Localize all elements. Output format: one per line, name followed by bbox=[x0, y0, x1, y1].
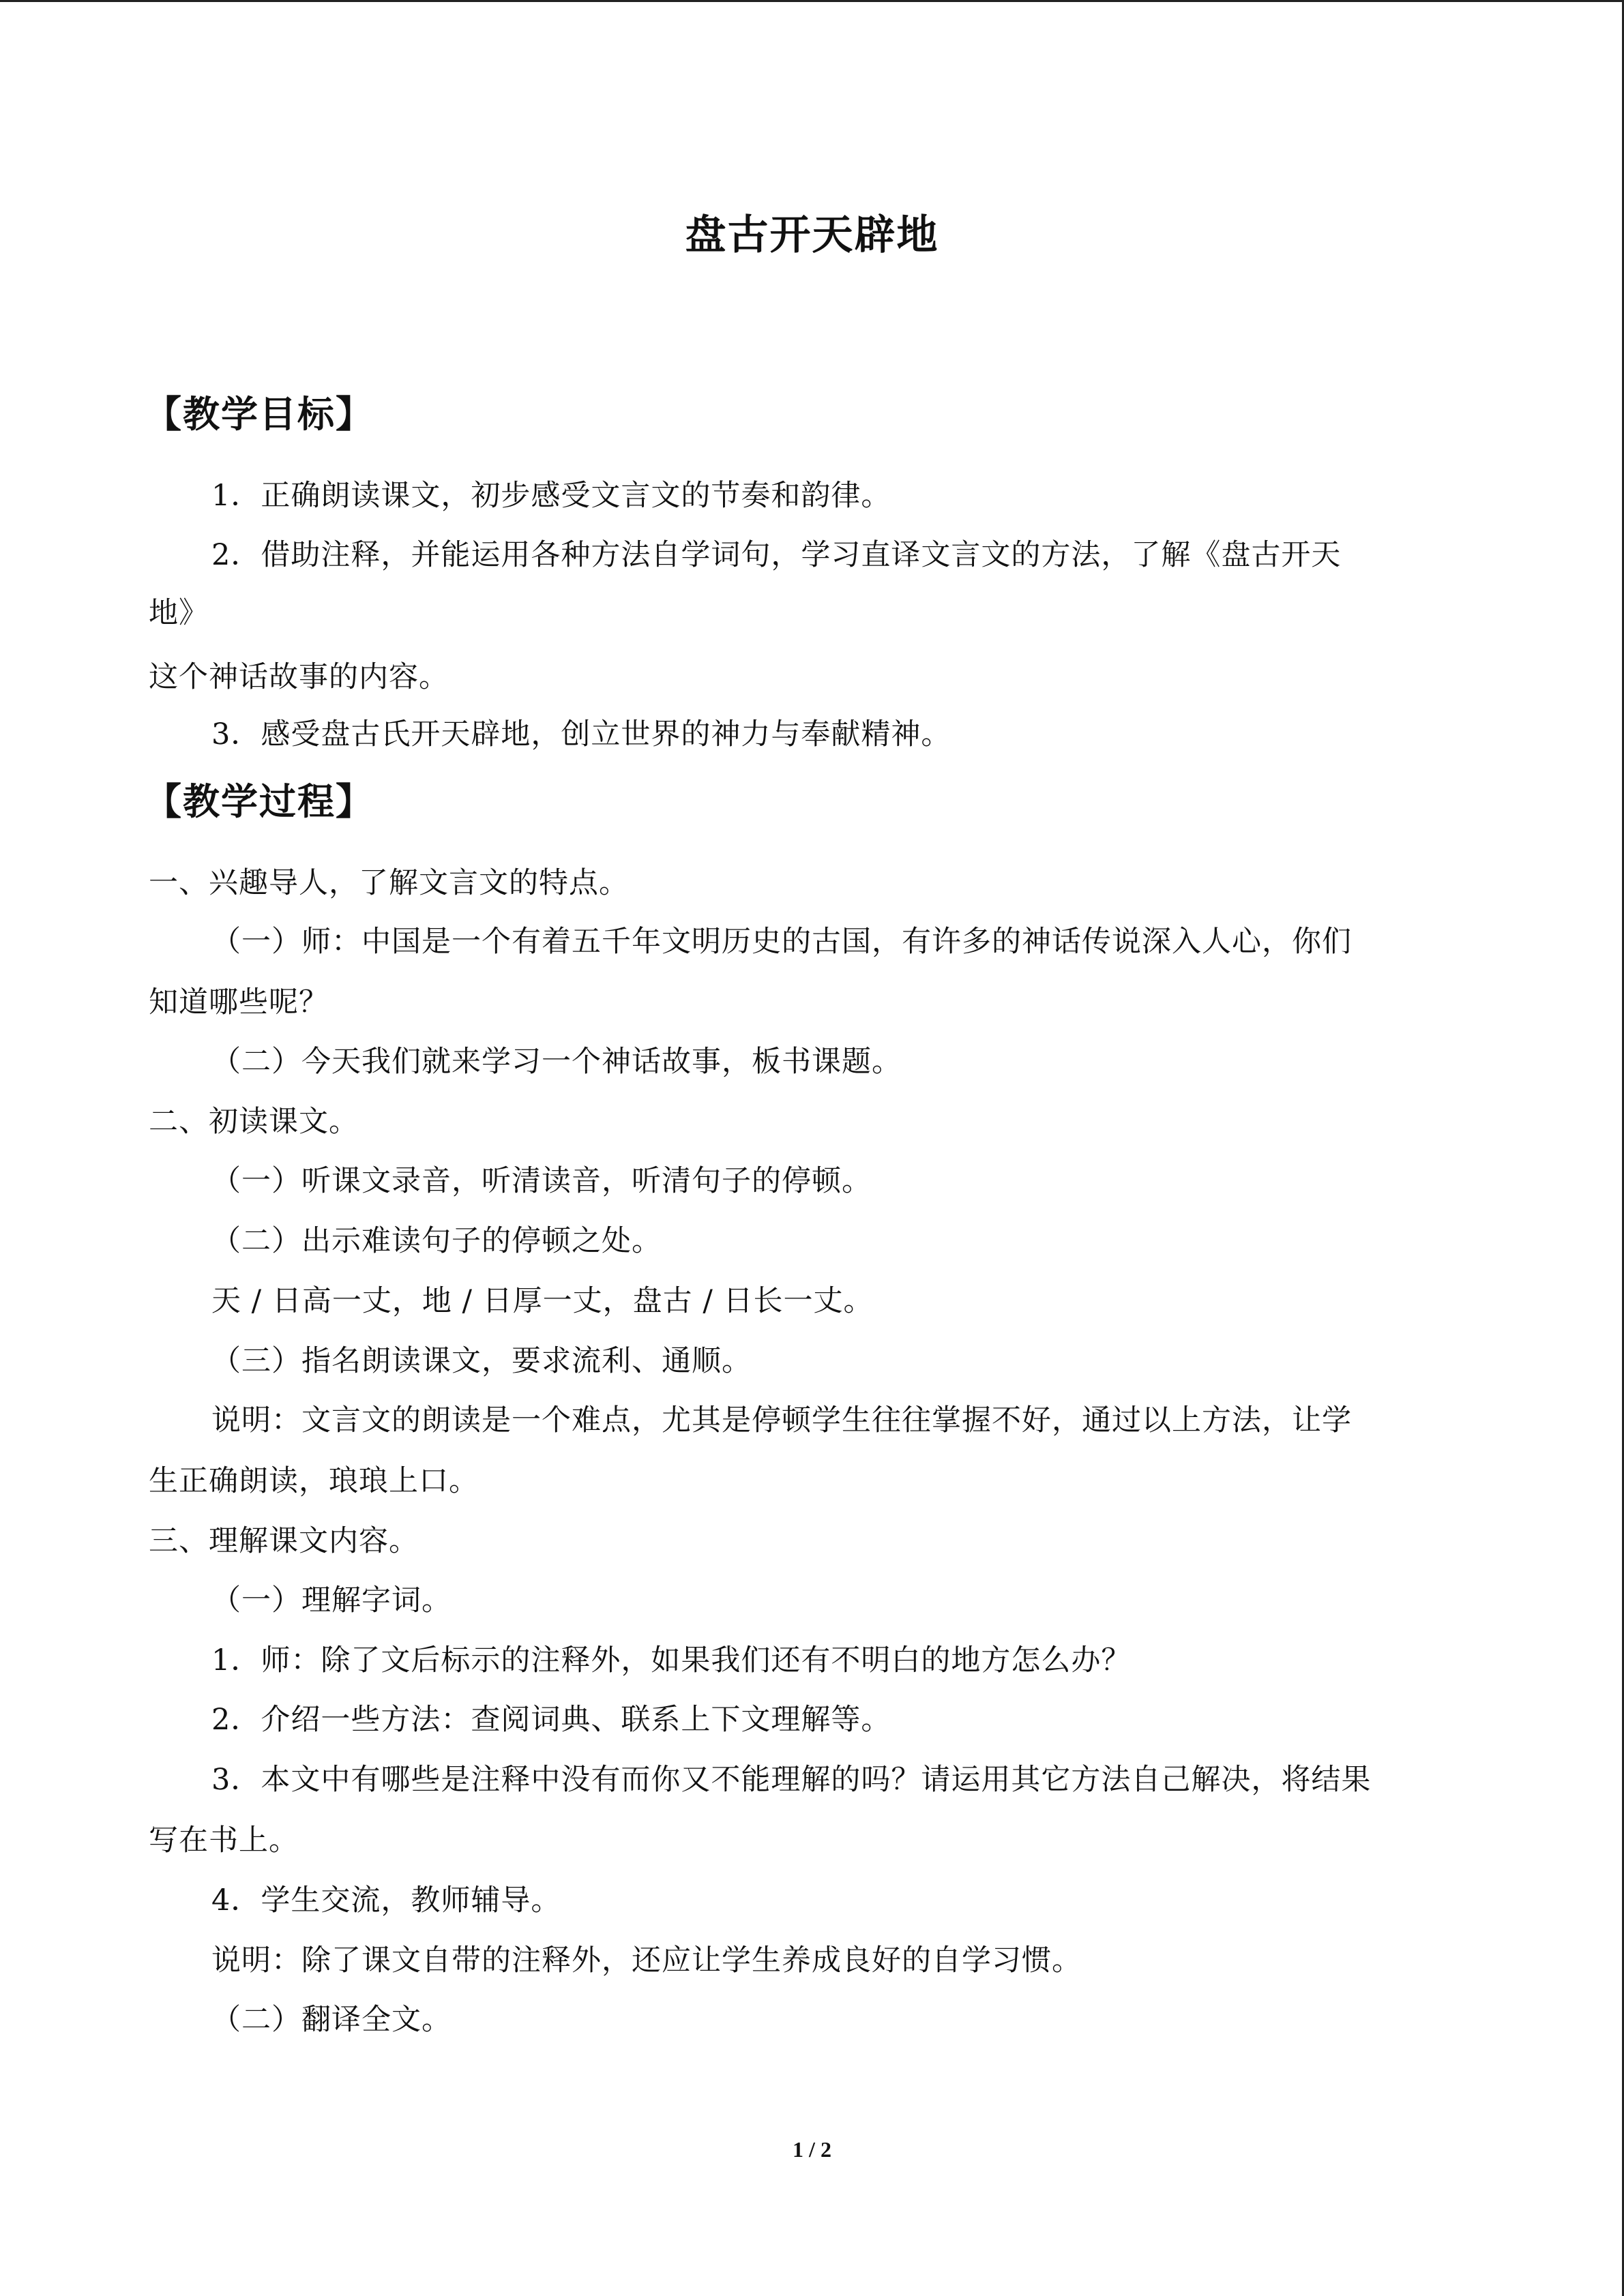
process-substep: （一）理解字词。 bbox=[211, 1583, 452, 1617]
process-item: 1．师：除了文后标示的注释外，如果我们还有不明白的地方怎么办？ bbox=[211, 1643, 1132, 1678]
goal-item-continuation: 地》 bbox=[149, 596, 209, 630]
goal-item-continuation: 这个神话故事的内容。 bbox=[149, 660, 449, 694]
process-note: 说明：除了课文自带的注释外，还应让学生养成良好的自学习惯。 bbox=[211, 1943, 1082, 1978]
process-note: 说明：文言文的朗读是一个难点，尤其是停顿学生往往掌握不好，通过以上方法，让学 bbox=[211, 1403, 1352, 1437]
process-substep: （三）指名朗读课文，要求流利、通顺。 bbox=[211, 1344, 752, 1378]
process-step: 一、兴趣导人，了解文言文的特点。 bbox=[149, 866, 629, 900]
process-step: 三、理解课文内容。 bbox=[149, 1524, 419, 1558]
process-substep: （二）翻译全文。 bbox=[211, 2003, 452, 2037]
goal-item: 3．感受盘古氏开天辟地，创立世界的神力与奉献精神。 bbox=[211, 717, 951, 751]
goal-item: 1．正确朗读课文，初步感受文言文的节奏和韵律。 bbox=[211, 479, 891, 513]
process-substep: （一）师：中国是一个有着五千年文明历史的古国，有许多的神话传说深入人心，你们 bbox=[211, 925, 1352, 959]
process-step: 二、初读课文。 bbox=[149, 1105, 359, 1139]
process-substep: （二）今天我们就来学习一个神话故事，板书课题。 bbox=[211, 1045, 902, 1079]
page-number: 1 / 2 bbox=[793, 2137, 831, 2162]
goal-item: 2．借助注释，并能运用各种方法自学词句，学习直译文言文的方法，了解《盘古开天 bbox=[211, 538, 1342, 572]
section-heading-goals: 【教学目标】 bbox=[145, 392, 374, 436]
section-heading-process: 【教学过程】 bbox=[145, 779, 374, 823]
process-continuation: 知道哪些呢？ bbox=[149, 985, 329, 1019]
process-item: 2．介绍一些方法：查阅词典、联系上下文理解等。 bbox=[211, 1703, 891, 1737]
process-item: 3．本文中有哪些是注释中没有而你又不能理解的吗？请运用其它方法自己解决，将结果 bbox=[211, 1763, 1372, 1797]
process-item: 4．学生交流，教师辅导。 bbox=[211, 1883, 561, 1918]
process-continuation: 写在书上。 bbox=[149, 1823, 299, 1858]
process-example: 天 / 日高一丈，地 / 日厚一丈，盘古 / 日长一丈。 bbox=[211, 1284, 874, 1318]
page-border-top bbox=[0, 0, 1624, 2]
process-substep: （二）出示难读句子的停顿之处。 bbox=[211, 1224, 662, 1258]
process-continuation: 生正确朗读，琅琅上口。 bbox=[149, 1464, 479, 1498]
process-substep: （一）听课文录音，听清读音，听清句子的停顿。 bbox=[211, 1164, 872, 1198]
document-title: 盘古开天辟地 bbox=[685, 211, 939, 259]
